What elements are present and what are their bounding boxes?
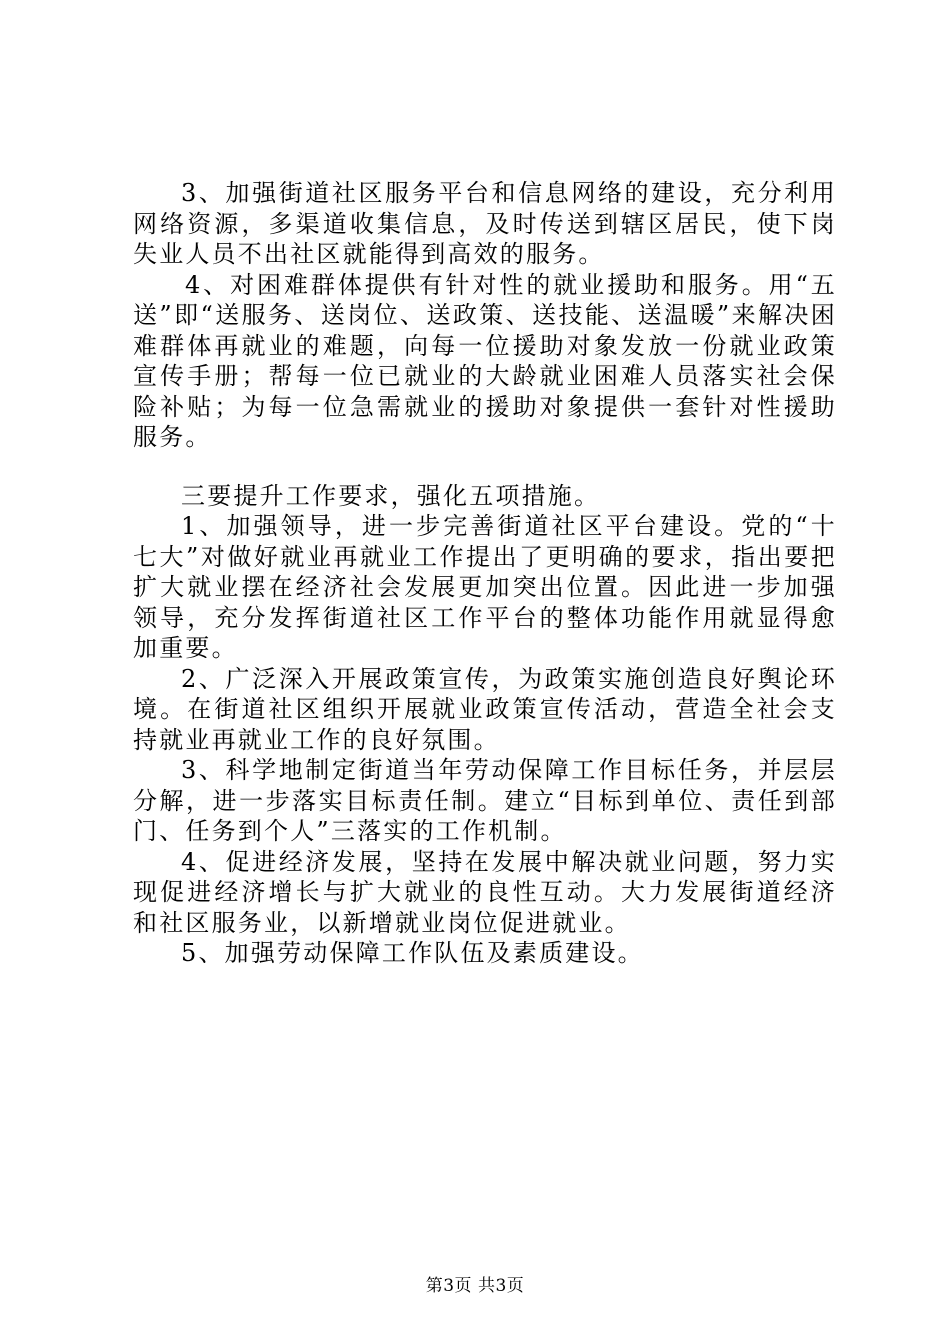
paragraph-measure-5-team: 5、加强劳动保障工作队伍及素质建设。 [181,939,644,967]
paragraph-measure-2-publicity: 2、广泛深入开展政策宣传，为政策实施创造良好舆论环境。在街道社区组织开展就业政策宣传活动，营造全社会支持就业再就业工作的良好氛围。 [133,664,837,754]
paragraph-measure-4-economy: 4、促进经济发展，坚持在发展中解决就业问题，努力实现促进经济增长与扩大就业的良性互动。大力发展街道经济和社区服务业，以新增就业岗位促进就业。 [133,847,837,937]
document-body [133,178,837,969]
paragraph-item-3-network: 3、加强街道社区服务平台和信息网络的建设，充分利用网络资源，多渠道收集信息，及时传送到辖区居民，使下岗失业人员不出社区就能得到高效的服务。 [133,179,837,268]
paragraph-measure-3-targets: 3、科学地制定街道当年劳动保障工作目标任务，并层层分解，进一步落实目标责任制。建立“目标到单位、责任到部门、任务到个人”三落实的工作机制。 [133,756,837,845]
paragraph-item-4-assistance: 4、对困难群体提供有针对性的就业援助和服务。用“五送”即“送服务、送岗位、送政策、送技能、送温暖”来解决困难群体再就业的难题，向每一位援助对象发放一份就业政策宣传手册；帮每一位已就业的大龄就业困难人员落实社会保险补贴；为每一位急需就业的援助对象提供一套针对性援助服务。 [133,270,837,451]
section-heading-three: 三要提升工作要求，强化五项措施。 [181,481,601,510]
page-number-footer: 第3页 共3页 [425,1276,525,1296]
paragraph-measure-1-leadership: 1、加强领导，进一步完善街道社区平台建设。党的“十七大”对做好就业再就业工作提出了更明确的要求，指出要把扩大就业摆在经济社会发展更加突出位置。因此进一步加强领导，充分发挥街道社区工作平台的整体功能作用就显得愈加重要。 [133,512,837,662]
